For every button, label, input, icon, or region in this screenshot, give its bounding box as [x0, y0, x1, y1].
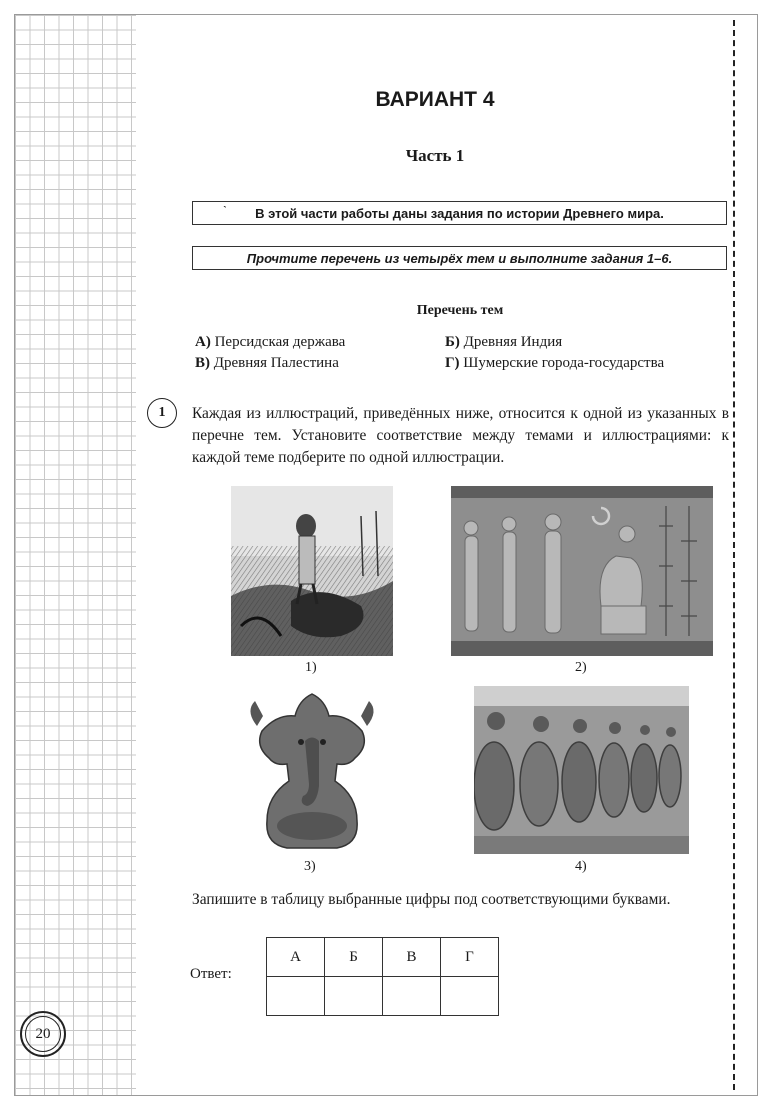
- answer-cell-g[interactable]: [441, 977, 499, 1016]
- topic-name: Древняя Индия: [463, 334, 563, 350]
- intro-note-text: В этой части работы даны задания по истории Древнего мира.: [255, 205, 664, 221]
- topic-b: [445, 334, 562, 351]
- part-title: Часть 1: [405, 146, 465, 165]
- answer-header-b: Б: [325, 938, 383, 977]
- task-number: 1: [147, 398, 177, 428]
- topic-name: Древняя Палестина: [213, 355, 339, 371]
- variant-title: ВАРИАНТ 4: [375, 88, 495, 111]
- topic-g: [445, 355, 664, 372]
- engraving-picture: [231, 486, 393, 656]
- topic-name: Шумерские города-государства: [463, 355, 665, 371]
- answer-cell-b[interactable]: [325, 977, 383, 1016]
- caption-1: 1): [305, 660, 317, 675]
- answer-header-a: А: [267, 938, 325, 977]
- topic-letter: А): [195, 334, 211, 350]
- topic-a: [195, 334, 345, 351]
- instruction-note-text: Прочтите перечень из четырёх тем и выполните задания 1–6.: [246, 250, 673, 266]
- task-text: Каждая из иллюстраций, приведённых ниже, относится к одной из указанных в перечне тем. Установите соответствие между темами и иллюстрациями: к каждой теме подберите по одной иллюстрации.: [192, 405, 729, 466]
- answer-header-v: В: [383, 938, 441, 977]
- topics-heading: Перечень тем: [416, 303, 504, 318]
- answer-cell-a[interactable]: [267, 977, 325, 1016]
- answer-cell-v[interactable]: [383, 977, 441, 1016]
- cut-line: [733, 20, 735, 1090]
- cylinder-seal-relief: [451, 486, 713, 656]
- answer-table-input-row: [267, 977, 499, 1016]
- topic-letter: В): [195, 355, 210, 371]
- topic-letter: Б): [445, 334, 460, 350]
- caption-2: 2): [575, 660, 587, 675]
- caption-3: 3): [304, 859, 316, 874]
- topic-letter: Г): [445, 355, 460, 371]
- persian-warriors-relief: [474, 686, 689, 854]
- write-instruction: Запишите в таблицу выбранные цифры под соответствующими буквами.: [192, 891, 671, 908]
- page-number-text: 20: [35, 1025, 51, 1042]
- topic-name: Персидская держава: [214, 334, 346, 350]
- grid-margin: [15, 15, 136, 1095]
- caption-4: 4): [575, 859, 587, 874]
- topic-v: [195, 355, 339, 372]
- instruction-note: [192, 246, 727, 270]
- answer-label: Ответ:: [190, 966, 232, 982]
- answer-header-g: Г: [441, 938, 499, 977]
- page-number: [20, 1011, 66, 1057]
- answer-table-header-row: [267, 938, 499, 977]
- ganesha-statue: [237, 686, 387, 854]
- tick-mark-icon: ˋ: [223, 205, 227, 217]
- answer-table: [266, 937, 499, 1016]
- intro-note: [192, 201, 727, 225]
